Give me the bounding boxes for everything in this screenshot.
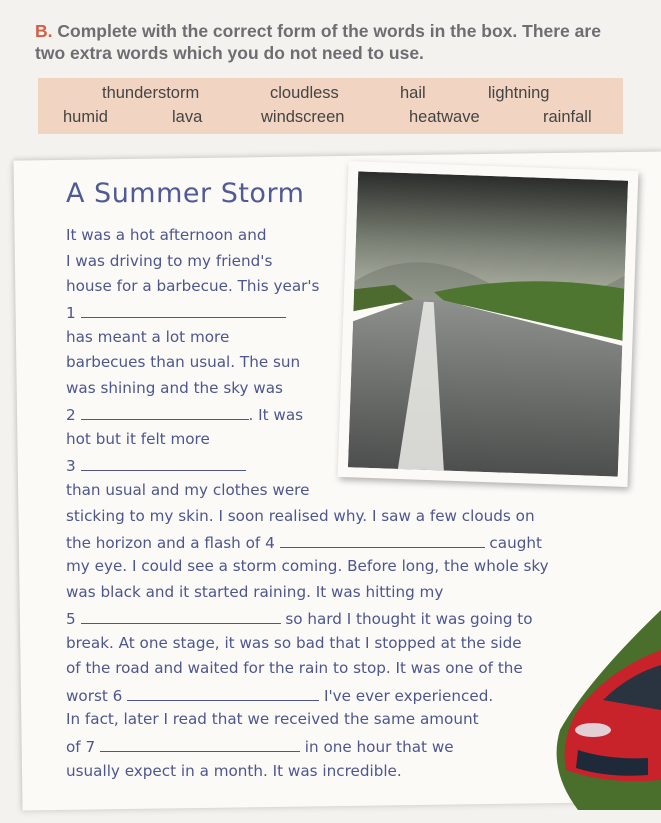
word-thunderstorm: thunderstorm xyxy=(102,84,200,102)
gap-number: 1 xyxy=(66,304,76,322)
gap-2-line xyxy=(66,404,303,424)
story-line: than usual and my clothes were xyxy=(66,481,310,499)
story-line: barbecues than usual. The sun xyxy=(66,353,301,371)
gap-1-blank[interactable] xyxy=(81,302,286,318)
word-humid: humid xyxy=(63,108,108,126)
word-box xyxy=(38,78,623,134)
story-line: I was driving to my friend's xyxy=(66,252,273,270)
word-windscreen: windscreen xyxy=(261,108,345,126)
word-cloudless: cloudless xyxy=(270,84,339,102)
gap-number: 4 xyxy=(265,534,275,552)
gap-7-line xyxy=(66,736,454,756)
story-line: of the road and waited for the rain to stop. It was one of the xyxy=(66,659,523,677)
story-text: of xyxy=(66,738,81,756)
story-line: hot but it felt more xyxy=(66,430,210,448)
gap-4-line xyxy=(66,532,542,552)
gap-6-blank[interactable] xyxy=(127,685,319,701)
story-text: I've ever experienced. xyxy=(323,687,494,705)
word-lightning: lightning xyxy=(488,84,550,102)
gap-number: 7 xyxy=(85,738,96,756)
story-text: caught xyxy=(489,534,542,552)
story-text: the horizon and a flash of xyxy=(66,534,261,552)
story-text: . It was xyxy=(248,406,304,424)
gap-3-blank[interactable] xyxy=(81,455,246,471)
gap-4-blank[interactable] xyxy=(280,532,485,548)
word-rainfall: rainfall xyxy=(543,108,592,126)
story-text: so hard I thought it was going to xyxy=(285,610,533,628)
story-line: sticking to my skin. I soon realised why. I saw a few clouds on xyxy=(66,507,535,525)
road-photo xyxy=(338,161,639,487)
instruction-line-2: two extra words which you do not need to use. xyxy=(35,43,424,63)
word-lava: lava xyxy=(172,108,203,126)
story-title: A Summer Storm xyxy=(66,178,305,209)
gap-7-blank[interactable] xyxy=(100,736,300,752)
exercise-letter: B. xyxy=(35,21,53,41)
gap-2-blank[interactable] xyxy=(81,404,249,420)
gap-6-line xyxy=(66,685,493,705)
word-heatwave: heatwave xyxy=(409,108,480,126)
gap-number: 6 xyxy=(112,687,123,705)
story-line: house for a barbecue. This year's xyxy=(66,277,320,295)
story-text: worst xyxy=(66,687,108,705)
gap-number: 3 xyxy=(66,457,76,475)
gap-1-line xyxy=(66,302,286,322)
instruction-line-1: Complete with the correct form of the words in the box. There are xyxy=(57,21,601,41)
story-line: was black and it started raining. It was hitting my xyxy=(66,583,444,601)
story-line: my eye. I could see a storm coming. Before long, the whole sky xyxy=(66,557,549,575)
story-line: has meant a lot more xyxy=(66,328,230,346)
gap-3-line xyxy=(66,455,246,475)
gap-number: 2 xyxy=(66,406,76,424)
red-car-image xyxy=(548,610,661,810)
story-text: in one hour that we xyxy=(304,738,454,756)
story-line: It was a hot afternoon and xyxy=(66,226,267,244)
exercise-instruction xyxy=(35,20,635,64)
gap-number: 5 xyxy=(66,610,76,628)
word-hail: hail xyxy=(400,84,426,102)
story-line: break. At one stage, it was so bad that I stopped at the side xyxy=(66,634,522,652)
story-line: In fact, later I read that we received the same amount xyxy=(66,710,479,728)
gap-5-blank[interactable] xyxy=(81,608,281,624)
gap-5-line xyxy=(66,608,533,628)
story-line: was shining and the sky was xyxy=(66,379,283,397)
road-image xyxy=(348,171,628,476)
story-line: usually expect in a month. It was incredible. xyxy=(66,762,402,780)
